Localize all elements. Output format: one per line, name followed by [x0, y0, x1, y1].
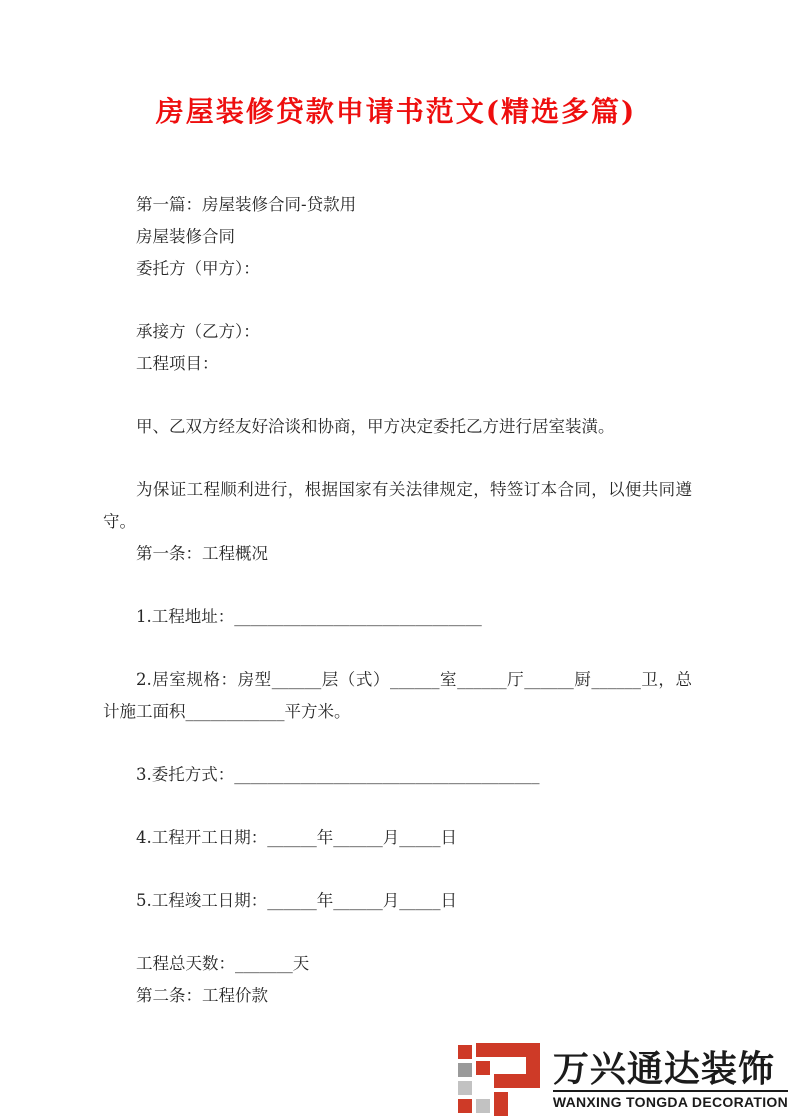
logo-mark-icon [456, 1042, 544, 1116]
logo-name-cn: 万兴通达装饰 [552, 1047, 775, 1089]
paragraph: 2.居室规格：房型______层（式）______室______厅______厨______卫，总计施工面积____________平方米。 [103, 670, 692, 721]
paragraph: 工程总天数：_______天 [136, 954, 310, 973]
paragraph: 1.工程地址：______________________________ [136, 607, 482, 626]
logo-divider [553, 1090, 788, 1092]
paragraph: 甲、乙双方经友好洽谈和协商，甲方决定委托乙方进行居室装潢。 [136, 417, 615, 436]
logo-name-en: WANXING TONGDA DECORATION [552, 1094, 788, 1111]
paragraph: 委托方（甲方）： [136, 259, 260, 278]
logo-text-block [553, 1048, 788, 1110]
paragraph: 第二条：工程价款 [136, 986, 268, 1005]
paragraph: 5.工程竣工日期：______年______月_____日 [136, 891, 457, 910]
paragraph: 工程项目： [136, 354, 219, 373]
paragraph: 房屋装修合同 [136, 227, 235, 246]
paragraph: 为保证工程顺利进行，根据国家有关法律规定，特签订本合同，以便共同遵守。 [103, 480, 692, 531]
company-logo [456, 1042, 788, 1116]
paragraph: 第一条：工程概况 [136, 544, 268, 563]
paragraph: 承接方（乙方）： [136, 322, 260, 341]
document-title: 房屋装修贷款申请书范文(精选多篇) [155, 95, 637, 128]
paragraph: 4.工程开工日期：______年______月_____日 [136, 828, 457, 847]
paragraph: 3.委托方式：_____________________________________ [136, 765, 540, 784]
paragraph: 第一篇：房屋装修合同-贷款用 [136, 195, 357, 214]
document-body [103, 189, 692, 1012]
